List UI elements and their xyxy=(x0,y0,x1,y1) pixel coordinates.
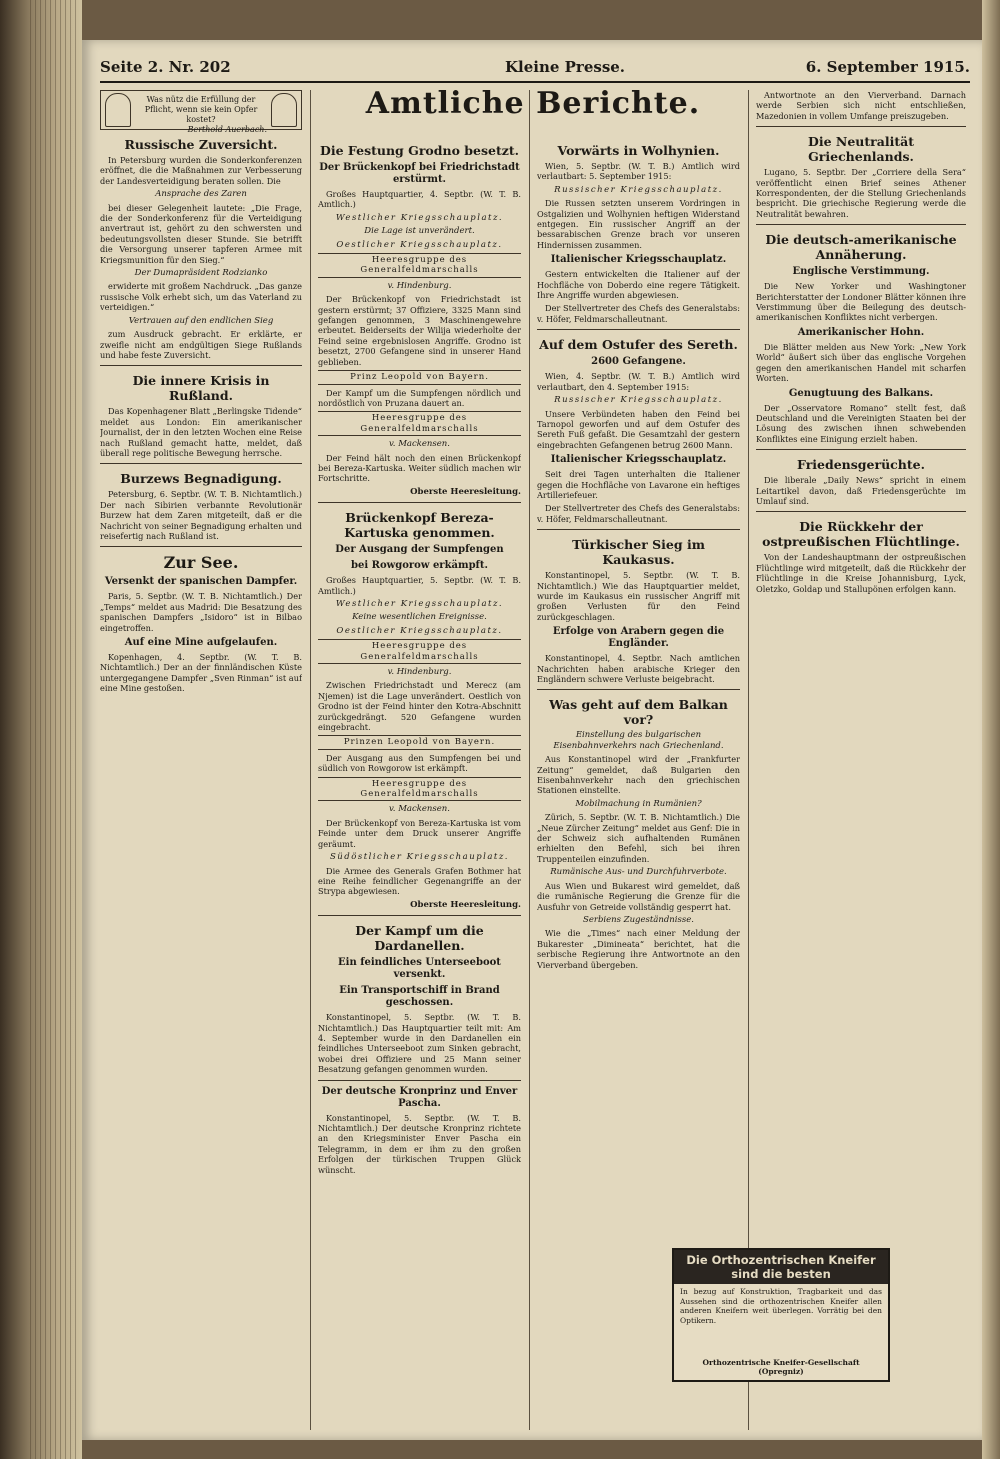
headline-kronprinz: Der deutsche Kronprinz und Enver Pascha. xyxy=(321,1085,518,1109)
subheading: Ansprache des Zaren xyxy=(155,189,247,200)
article-paragraph: Die liberale „Daily News“ spricht in einem Leitartikel davon, daß Friedensgerüchte im Umlauf sind. xyxy=(756,475,966,506)
quote-text: Was nütz die Erfüllung der Pflicht, wenn sie kein Opfer kostet? xyxy=(144,95,258,124)
masthead-page-number: Seite 2. Nr. 202 xyxy=(100,58,231,76)
column-separator xyxy=(748,90,749,1430)
theater-heading: Russischer Kriegsschauplatz. xyxy=(554,184,723,195)
article-paragraph: bei dieser Gelegenheit lautete: „Die Frage, die der Sonderkonferenz für die Verteidigung anvertraut ist, gehört zu den schwersten und bedeutungsvollsten dieser Stunde. Sie betrifft die Versorgung unserer tapferen Armee mit Kriegsmunition für den Sieg.“ xyxy=(100,202,302,265)
subheadline-sumpfengen: Der Ausgang der Sumpfengen xyxy=(335,544,504,556)
masthead-rule xyxy=(100,81,970,83)
headline-sereth: Auf dem Ostufer des Sereth. xyxy=(539,337,738,353)
article-paragraph: Unsere Verbündeten haben den Feind bei Tarnopol geworfen und auf dem Ostufer des Sereth Fuß gefaßt. Die Gesamtzahl der gestern eingebrachten Gefangenen betrug 2600 Mann. xyxy=(537,408,740,450)
subheadline-friedrichstadt: Der Brückenkopf bei Friedrichstadt erstürmt. xyxy=(319,162,520,185)
article-divider xyxy=(318,502,521,503)
subheadline-transportschiff: Ein Transportschiff in Brand geschossen. xyxy=(339,985,500,1009)
article-paragraph: Wie die „Times“ nach einer Meldung der Bukarester „Dimineata“ berichtet, hat die serbische Regierung ihre Antwortnote an den Vierverband übergeben. xyxy=(537,928,740,970)
advertisement-title: Die Orthozentrischen Kneifer sind die besten xyxy=(674,1250,888,1284)
theater-heading: Südöstlicher Kriegsschauplatz. xyxy=(329,852,510,863)
subheading: Einstellung des bulgarischen Eisenbahnverkehrs nach Griechenland. xyxy=(553,730,724,751)
article-divider xyxy=(537,689,740,690)
army-group-name: v. Mackensen. xyxy=(389,804,450,815)
army-group-name: v. Hindenburg. xyxy=(387,280,452,291)
main-section-title: Amtliche Berichte. xyxy=(365,86,701,121)
subheading: Rumänische Aus- und Durchfuhrverbote. xyxy=(550,867,727,878)
headline-zuversicht: Russische Zuversicht. xyxy=(124,137,278,152)
article-paragraph: Von der Landeshauptmann der ostpreußischen Flüchtlinge wird mitgeteilt, daß die Rückkehr der Flüchtlinge in die Kreise Johannisburg, Lyck, Oletzko, Goldap und Stallupönen erfolgen kann. xyxy=(756,552,966,594)
headline-krisis: Die innere Krisis in Rußland. xyxy=(132,373,270,404)
article-paragraph: Konstantinopel, 5. Septbr. (W. T. B. Nichtamtlich.) Wie das Hauptquartier meldet, wurde im Kaukasus ein russischer Angriff mit großen Verlusten für den Feind zurückgeschlagen. xyxy=(537,570,740,622)
article-paragraph: Der Ausgang aus den Sumpfengen bei und südlich von Rowgorow ist erkämpft. xyxy=(318,752,521,774)
article-paragraph: Zürich, 5. Septbr. (W. T. B. Nichtamtlich.) Die „Neue Zürcher Zeitung“ meldet aus Genf: Die in der Schweiz sich aufhaltenden Rumänen erhielten den Befehl, sich bei ihren Truppenteilen einzufinden. xyxy=(537,812,740,864)
advertisement-footer: Orthozentrische Kneifer-Gesellschaft (Opregniz) xyxy=(702,1358,860,1376)
article-paragraph: Aus Wien und Bukarest wird gemeldet, daß die rumänische Regierung die Grenze für die Ausfuhr von Getreide vollständig gesperrt hat. xyxy=(537,880,740,912)
dateline: Wien, 5. Septbr. (W. T. B.) Amtlich wird verlautbart: 5. September 1915: xyxy=(537,161,740,182)
article-divider xyxy=(318,915,521,916)
masthead-date: 6. September 1915. xyxy=(805,58,970,76)
article-paragraph: Kopenhagen, 4. Septbr. (W. T. B. Nichtamtlich.) Der an der finnländischen Küste untergegangene Dampfer „Sven Rinman“ ist auf eine Mine gestoßen. xyxy=(100,652,302,694)
subheadline-gefangene: 2600 Gefangene. xyxy=(591,356,686,368)
army-group-band: Heeresgruppe des Generalfeldmarschalls xyxy=(318,639,521,664)
article-divider xyxy=(756,126,966,127)
article-paragraph: Konstantinopel, 5. Septbr. (W. T. B. Nichtamtlich.) Das Hauptquartier teilt mit: Am 4. September wurde in den Dardanellen ein feindliches Unterseeboot zum Sinken gebracht, wobei drei Offiziere und 25 Mann seiner Besatzung gefangen genommen wurden. xyxy=(318,1012,521,1075)
subheading: Serbiens Zugeständnisse. xyxy=(583,914,694,925)
headline-burzews: Burzews Begnadigung. xyxy=(120,471,282,487)
article-paragraph: Petersburg, 6. Septbr. (W. T. B. Nichtamtlich.) Der nach Sibirien verbannte Revolutionär Burzew hat dem Zaren mitgeteilt, daß er die Nachricht von seiner Begnadigung erhalten und reisefertig nach Rußland ist. xyxy=(100,489,302,541)
column-separator xyxy=(310,90,311,1430)
article-paragraph: zum Ausdruck gebracht. Er erklärte, er zweifle nicht am endgültigen Siege Rußlands und habe feste Zuversicht. xyxy=(100,329,302,360)
article-paragraph: Paris, 5. Septbr. (W. T. B. Nichtamtlich.) Der „Temps“ meldet aus Madrid: Die Besatzung des spanischen Dampfers „Isidoro“ ist in Bilbao eingetroffen. xyxy=(100,591,302,633)
army-group-band: Heeresgruppe des Generalfeldmarschalls xyxy=(318,411,521,436)
theater-heading: Oestlicher Kriegsschauplatz. xyxy=(336,239,503,250)
ornament-left-icon xyxy=(105,93,131,127)
column-1 xyxy=(100,90,302,1430)
quote-box xyxy=(100,90,302,134)
headline-araber: Erfolge von Arabern gegen die Engländer. xyxy=(552,626,725,650)
column-4 xyxy=(756,90,966,1295)
headline-mine: Auf eine Mine aufgelaufen. xyxy=(124,637,278,648)
headline-balkans: Genugtuung des Balkans. xyxy=(788,387,934,399)
article-paragraph: In Petersburg wurden die Sonderkonferenzen eröffnet, die die Maßnahmen zur Verbesserung der Landesverteidigung beraten sollen. Die xyxy=(100,155,302,186)
article-divider xyxy=(756,511,966,512)
bound-page-edges xyxy=(30,0,76,1459)
subheadline-rowgorow: bei Rowgorow erkämpft. xyxy=(351,560,488,572)
article-paragraph: Die Russen setzten unserem Vordringen in Ostgalizien und Wolhynien heftigen Widerstand entgegen. Ein russischer Angriff an der bessarabischen Grenze brach vor unseren Hindernissen zusammen. xyxy=(537,198,740,250)
masthead-paper-name: Kleine Presse. xyxy=(505,58,626,76)
column-3 xyxy=(537,136,740,1430)
signature-hoefer: Der Stellvertreter des Chefs des Generalstabs: v. Höfer, Feldmarschalleutnant. xyxy=(537,503,740,524)
newspaper-page xyxy=(82,40,982,1440)
subheadline-unterseeboot: Ein feindliches Unterseeboot versenkt. xyxy=(338,957,501,981)
army-group-band: Heeresgruppe des Generalfeldmarschalls xyxy=(318,253,521,278)
theater-heading: Russischer Kriegsschauplatz. xyxy=(554,395,723,406)
signature: Oberste Heeresleitung. xyxy=(410,899,521,910)
article-paragraph: Zwischen Friedrichstadt und Merecz (am Njemen) ist die Lage unverändert. Oestlich von Grodno ist der Feind hinter den Kotra-Abschnitt zurückgedrängt. 520 Gefangene wurden eingebracht. xyxy=(318,680,521,733)
headline-dampfer: Versenkt der spanischen Dampfer. xyxy=(104,576,298,588)
masthead xyxy=(100,58,970,80)
headline-fluechtlinge: Die Rückkehr der ostpreußischen Flüchtlinge. xyxy=(762,519,960,550)
article-paragraph: Der Brückenkopf von Friedrichstadt ist gestern erstürmt; 37 Offiziere, 3325 Mann sind gefangen genommen, 3 Maschinengewehre erbeutet. Beiderseits der Wilija wiederholte der Feind seine ergebnislosen Angriffe. Grodno ist besetzt, 2700 Gefangene sind in unserer Hand geblieben. xyxy=(318,294,521,367)
next-page-edge xyxy=(982,0,1000,1459)
article-divider xyxy=(756,449,966,450)
report-line: Die Lage ist unverändert. xyxy=(364,226,475,237)
headline-balkan: Was geht auf dem Balkan vor? xyxy=(549,697,728,728)
theater-heading: Oestlicher Kriegsschauplatz. xyxy=(336,625,503,636)
subheading: Mobilmachung in Rumänien? xyxy=(575,798,702,809)
subheadline-verstimmung: Englische Verstimmung. xyxy=(792,266,930,278)
theater-heading: Westlicher Kriegsschauplatz. xyxy=(335,212,504,223)
article-divider xyxy=(537,329,740,330)
article-paragraph: Das Kopenhagener Blatt „Berlingske Tidende“ meldet aus London: Ein amerikanischer Journalist, der in den letzten Wochen eine Reise nach Rußland gemacht hatte, meldet, daß überall rege politische Bewegung herrsche. xyxy=(100,406,302,458)
dateline: Großes Hauptquartier, 4. Septbr. (W. T. B. Amtlich.) xyxy=(318,189,521,210)
army-group-band: Prinz Leopold von Bayern. xyxy=(318,370,521,384)
ornament-right-icon xyxy=(271,93,297,127)
article-paragraph: Lugano, 5. Septbr. Der „Corriere della Sera“ veröffentlicht einen Brief seines Athener Korrespondenten, der die Stellung Griechenlands bespricht. Die griechische Regierung werde die Neutralität bewahren. xyxy=(756,167,966,219)
army-group-name: v. Mackensen. xyxy=(389,439,450,450)
article-paragraph: Der „Osservatore Romano“ stellt fest, daß Deutschland und die Vereinigten Staaten bei der Lösung des zwischen ihnen schwebenden Konfliktes eine Einigung erzielt haben. xyxy=(756,402,966,444)
article-paragraph: Der Feind hält noch den einen Brückenkopf bei Bereza-Kartuska. Weiter südlich machen wir Fortschritte. xyxy=(318,452,521,484)
quote-author: Berthold Auerbach. xyxy=(187,125,267,134)
article-paragraph: Konstantinopel, 4. Septbr. Nach amtlichen Nachrichten haben arabische Krieger den Engländern schwere Verluste beigebracht. xyxy=(537,653,740,684)
article-paragraph: Der Brückenkopf von Bereza-Kartuska ist vom Feinde unter dem Druck unserer Angriffe geräumt. xyxy=(318,817,521,849)
column-separator xyxy=(529,90,530,1430)
article-divider xyxy=(318,1080,521,1081)
advertisement-kneifer xyxy=(672,1248,890,1382)
subheading: Vertrauen auf den endlichen Sieg xyxy=(128,315,274,326)
dateline: Wien, 4. Septbr. (W. T. B.) Amtlich wird verlautbart, den 4. September 1915: xyxy=(537,371,740,392)
column-2 xyxy=(318,136,521,1430)
army-group-band: Heeresgruppe des Generalfeldmarschalls xyxy=(318,777,521,802)
headline-italien: Italienischer Kriegsschauplatz. xyxy=(550,254,727,266)
signature: Oberste Heeresleitung. xyxy=(410,486,521,497)
article-divider xyxy=(537,529,740,530)
theater-heading: Westlicher Kriegsschauplatz. xyxy=(335,598,504,609)
report-line: Keine wesentlichen Ereignisse. xyxy=(352,612,487,623)
article-paragraph: Die Armee des Generals Grafen Bothmer hat eine Reihe feindlicher Gegenangriffe an der Strypa abgewiesen. xyxy=(318,865,521,897)
article-paragraph: Konstantinopel, 5. Septbr. (W. T. B. Nichtamtlich.) Der deutsche Kronprinz richtete an den Kriegsminister Enver Pascha ein Telegramm, in dem er ihm zu den großen Erfolgen der türkischen Truppen Glück wünscht. xyxy=(318,1112,521,1175)
article-divider xyxy=(100,546,302,547)
article-paragraph: Die Blätter melden aus New York: „New York World“ äußert sich über das englische Vorgehen gegen den amerikanischen Handel mit scharfen Worten. xyxy=(756,341,966,384)
signature-hoefer: Der Stellvertreter des Chefs des Generalstabs: v. Höfer, Feldmarschalleutnant. xyxy=(537,303,740,324)
headline-hohn: Amerikanischer Hohn. xyxy=(797,326,925,338)
dateline: Großes Hauptquartier, 5. Septbr. (W. T. B. Amtlich.) xyxy=(318,575,521,596)
article-paragraph: Die New Yorker und Washingtoner Berichterstatter der Londoner Blätter können ihre Verstimmung über die Beilegung des deutsch-amerikanischen Konfliktes nicht verbergen. xyxy=(756,281,966,323)
headline-neutralitaet: Die Neutralität Griechenlands. xyxy=(808,134,914,165)
subheading: Der Dumapräsident Rodzianko xyxy=(134,268,268,279)
article-paragraph: Antwortnote an den Vierverband. Darnach werde Serbien sich nicht entschließen, Mazedonien in vollem Umfange preiszugeben. xyxy=(756,90,966,121)
headline-wolhynien: Vorwärts in Wolhynien. xyxy=(557,143,720,158)
headline-zur-see: Zur See. xyxy=(163,553,239,573)
headline-italien: Italienischer Kriegsschauplatz. xyxy=(550,454,727,466)
article-divider xyxy=(756,224,966,225)
army-group-band: Prinzen Leopold von Bayern. xyxy=(318,735,521,749)
article-paragraph: erwiderte mit großem Nachdruck. „Das ganze russische Volk erhebt sich, um das Vaterland zu verteidigen.“ xyxy=(100,281,302,313)
headline-dardanellen: Der Kampf um die Dardanellen. xyxy=(355,923,484,954)
advertisement-body: In bezug auf Konstruktion, Tragbarkeit und das Aussehen sind die orthozentrischen Kneifer allen anderen Kneifern weit überlegen. Vorrätig bei den Optikern. xyxy=(680,1287,882,1325)
article-divider xyxy=(100,463,302,464)
article-paragraph: Seit drei Tagen unterhalten die Italiener gegen die Hochfläche von Lavarone ein heftiges Artilleriefeuer. xyxy=(537,469,740,500)
headline-bereza: Brückenkopf Bereza-Kartuska genommen. xyxy=(344,510,495,541)
article-paragraph: Gestern entwickelten die Italiener auf der Hochfläche von Doberdo eine regere Tätigkeit. Ihre Angriffe wurden abgewiesen. xyxy=(537,269,740,301)
army-group-name: v. Hindenburg. xyxy=(387,667,452,677)
headline-kaukasus: Türkischer Sieg im Kaukasus. xyxy=(572,537,705,568)
headline-friedensgeruechte: Friedensgerüchte. xyxy=(797,457,925,473)
article-paragraph: Aus Konstantinopel wird der „Frankfurter Zeitung“ gemeldet, daß Bulgarien den Eisenbahnverkehr nach den griechischen Stationen einstellte. xyxy=(537,754,740,796)
article-divider xyxy=(100,365,302,366)
headline-grodno: Die Festung Grodno besetzt. xyxy=(320,143,519,158)
article-paragraph: Der Kampf um die Sumpfengen nördlich und nordöstlich von Pruzana dauert an. xyxy=(318,387,521,408)
headline-annaeherung: Die deutsch-amerikanische Annäherung. xyxy=(765,232,957,263)
